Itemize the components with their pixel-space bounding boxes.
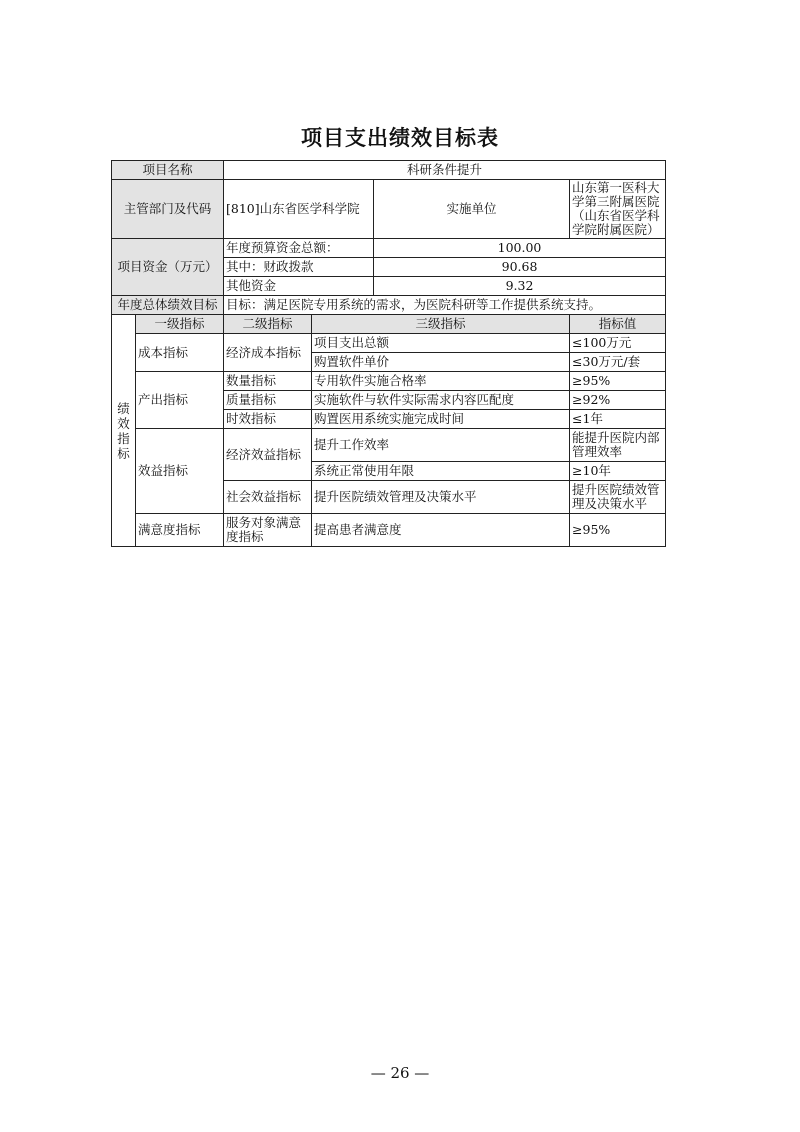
header-level2: 二级指标 <box>224 315 312 334</box>
header-level3: 三级指标 <box>312 315 570 334</box>
level3-cell: 购置医用系统实施完成时间 <box>312 410 570 429</box>
implementing-unit-value: 山东第一医科大学第三附属医院（山东省医学科学院附属医院） <box>570 180 666 239</box>
level3-cell: 项目支出总额 <box>312 334 570 353</box>
header-level1: 一级指标 <box>136 315 224 334</box>
level1-cell: 产出指标 <box>136 372 224 429</box>
implementing-unit-label: 实施单位 <box>374 180 570 239</box>
indicator-row <box>112 514 666 547</box>
level3-cell: 系统正常使用年限 <box>312 462 570 481</box>
indicator-row <box>112 372 666 391</box>
project-name-label: 项目名称 <box>112 161 224 180</box>
annual-goal-value: 目标：满足医院专用系统的需求，为医院科研等工作提供系统支持。 <box>224 296 666 315</box>
department-value: [810]山东省医学科学院 <box>224 180 374 239</box>
level2-cell: 经济效益指标 <box>224 429 312 481</box>
indicator-row <box>112 334 666 353</box>
funds-fiscal-value: 90.68 <box>374 258 666 277</box>
level3-cell: 提高患者满意度 <box>312 514 570 547</box>
level2-cell: 质量指标 <box>224 391 312 410</box>
value-cell: ≥95% <box>570 372 666 391</box>
level3-cell: 实施软件与软件实际需求内容匹配度 <box>312 391 570 410</box>
value-cell: 提升医院绩效管理及决策水平 <box>570 481 666 514</box>
level2-cell: 时效指标 <box>224 410 312 429</box>
level2-cell: 经济成本指标 <box>224 334 312 372</box>
performance-target-table <box>111 160 666 547</box>
value-cell: 能提升医院内部管理效率 <box>570 429 666 462</box>
value-cell: ≥95% <box>570 514 666 547</box>
funds-fiscal-label: 其中：财政拨款 <box>224 258 374 277</box>
level1-cell: 成本指标 <box>136 334 224 372</box>
indicator-row <box>112 429 666 462</box>
level2-cell: 服务对象满意度指标 <box>224 514 312 547</box>
department-row <box>112 180 666 239</box>
value-cell: ≤1年 <box>570 410 666 429</box>
page-title: 项目支出绩效目标表 <box>301 126 499 150</box>
header-value: 指标值 <box>570 315 666 334</box>
level1-cell: 满意度指标 <box>136 514 224 547</box>
department-label: 主管部门及代码 <box>112 180 224 239</box>
annual-goal-label: 年度总体绩效目标 <box>112 296 224 315</box>
funds-total-value: 100.00 <box>374 239 666 258</box>
level3-cell: 购置软件单价 <box>312 353 570 372</box>
project-name-row <box>112 161 666 180</box>
page-number: — 26 — <box>370 1064 430 1082</box>
level3-cell: 提升医院绩效管理及决策水平 <box>312 481 570 514</box>
funds-other-value: 9.32 <box>374 277 666 296</box>
funds-other-label: 其他资金 <box>224 277 374 296</box>
level2-cell: 数量指标 <box>224 372 312 391</box>
value-cell: ≥10年 <box>570 462 666 481</box>
level2-cell: 社会效益指标 <box>224 481 312 514</box>
indicator-header-row <box>112 315 666 334</box>
funds-row <box>112 239 666 258</box>
value-cell: ≤100万元 <box>570 334 666 353</box>
level3-cell: 提升工作效率 <box>312 429 570 462</box>
funds-label: 项目资金（万元） <box>112 239 224 296</box>
level1-cell: 效益指标 <box>136 429 224 514</box>
annual-goal-row <box>112 296 666 315</box>
indicators-side-text: 绩效指标 <box>117 400 130 461</box>
project-name-value: 科研条件提升 <box>224 161 666 180</box>
indicators-side-label <box>112 315 136 547</box>
level3-cell: 专用软件实施合格率 <box>312 372 570 391</box>
value-cell: ≥92% <box>570 391 666 410</box>
funds-total-label: 年度预算资金总额： <box>224 239 374 258</box>
value-cell: ≤30万元/套 <box>570 353 666 372</box>
